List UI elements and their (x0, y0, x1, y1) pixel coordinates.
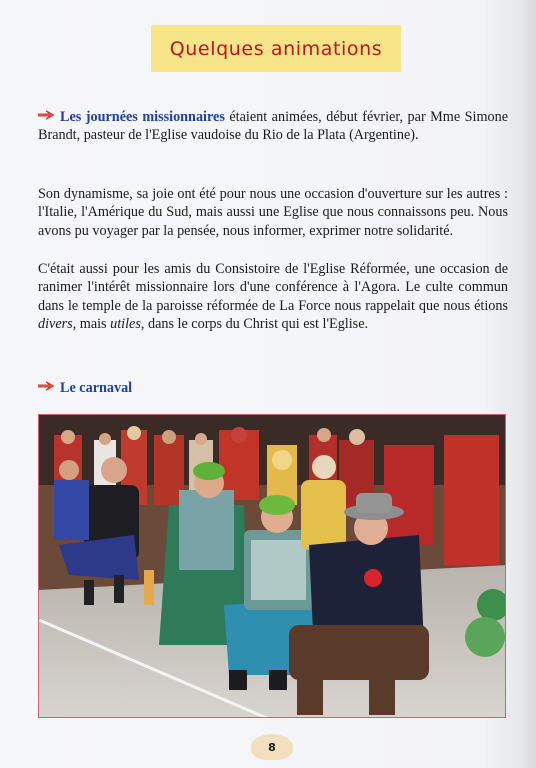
consistory-text-1: C'était aussi pour les amis du Consistoire de l'Eglise Réformée, une occasion de ranimer l'intérêt missionnaire lors d'une conférence à l'Agora. Le culte commun dans le temple de la paroisse réformée de La Force nous rappelait que nous étions (38, 261, 508, 314)
carnival-photo (38, 414, 506, 718)
arrow-bullet-icon (38, 110, 54, 120)
consistory-text-2: , mais (72, 316, 111, 333)
arrow-bullet-icon (38, 381, 54, 391)
title-banner (151, 25, 401, 72)
missionary-days-text: étaient animées, début février, par Mme Simone Brandt, pasteur de l'Eglise vaudoise du Rio de la Plata (Argentine). (38, 109, 508, 144)
carnival-photo-illustration (39, 415, 506, 718)
missionary-days-heading: Les journées missionnaires (60, 109, 225, 125)
carnival-heading (38, 380, 132, 397)
consistory-paragraph (38, 260, 508, 334)
missionary-days-paragraph (38, 108, 508, 145)
page-number: 8 (251, 734, 293, 760)
consistory-em-2: utiles (110, 316, 141, 333)
page-title: Quelques animations (169, 37, 383, 60)
consistory-em-1: divers (38, 316, 73, 333)
carnival-heading-text: Le carnaval (60, 380, 133, 396)
consistory-text-3: , dans le corps du Christ qui est l'Eglise. (140, 316, 369, 333)
dynamism-paragraph: Son dynamisme, sa joie ont été pour nous une occasion d'ouverture sur les autres : l'Italie, l'Amérique du Sud, mais aussi une Eglise que nous connaissons peu. Nous avons pu voyager par la pensée, nous informer, exprimer notre solidarité. (38, 186, 508, 239)
